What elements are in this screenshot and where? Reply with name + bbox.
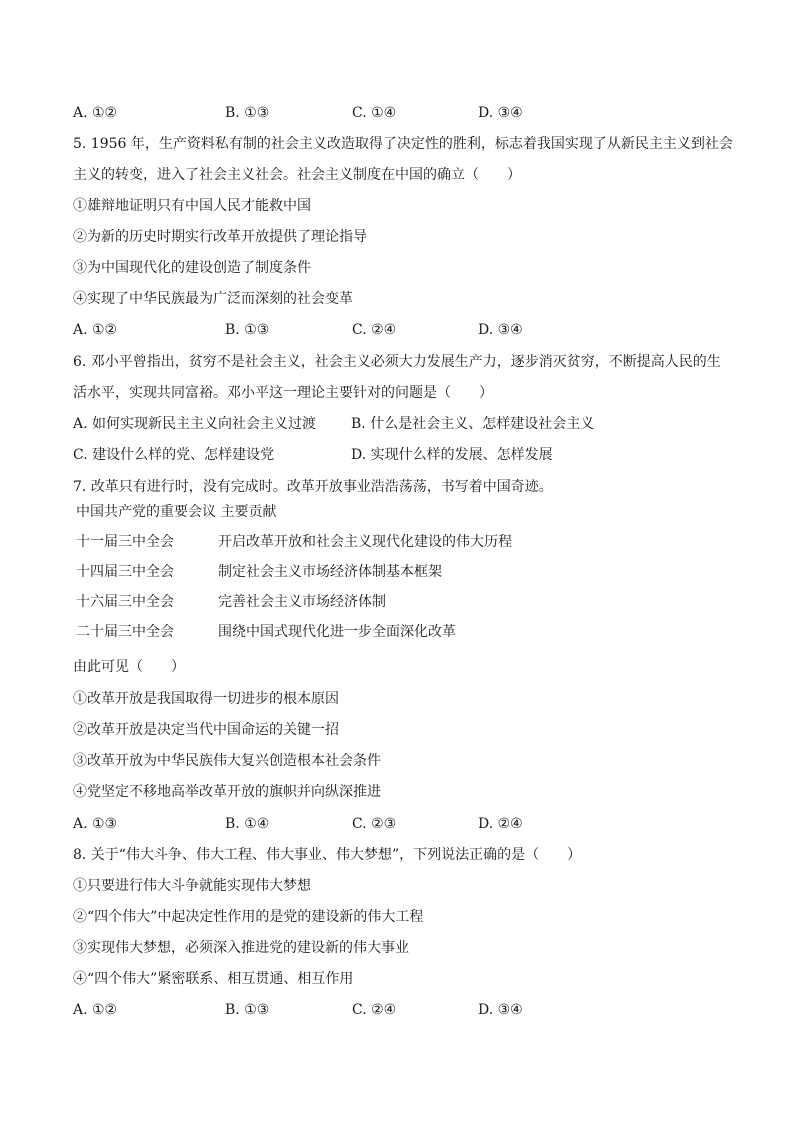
q6-option-a[interactable]: A. 如何实现新民主主义向社会主义过渡 xyxy=(73,416,317,432)
q7-prompt: 由此可见（ ） xyxy=(73,659,185,675)
q8-item-4: ④“四个伟大”紧密联系、相互贯通、相互作用 xyxy=(73,971,354,987)
meeting-contribution: 开启改革开放和社会主义现代化建设的伟大历程 xyxy=(218,534,512,550)
q5-option-a[interactable]: A. ①② xyxy=(73,322,118,338)
q5-options xyxy=(73,320,673,340)
q4-option-c[interactable]: C. ①④ xyxy=(352,105,397,121)
q7-table-row xyxy=(76,622,676,642)
meeting-name: 十四届三中全会 xyxy=(76,564,174,580)
q6-options-row1 xyxy=(73,414,673,434)
q6-option-b[interactable]: B. 什么是社会主义、怎样建设社会主义 xyxy=(351,416,595,432)
q6-stem-line2: 活水平，实现共同富裕。邓小平这一理论主要针对的问题是（ ） xyxy=(73,385,493,401)
q7-table-header: 中国共产党的重要会议 主要贡献 xyxy=(76,504,277,520)
q8-option-a[interactable]: A. ①② xyxy=(73,1002,118,1018)
q7-stem: 7. 改革只有进行时，没有完成时。改革开放事业浩浩荡荡，书写着中国奇迹。 xyxy=(73,479,553,495)
q7-item-2: ②改革开放是决定当代中国命运的关键一招 xyxy=(73,722,339,738)
q5-stem-line1: 5. 1956 年，生产资料私有制的社会主义改造取得了决定性的胜利，标志着我国实现了从新民主主义到社会 xyxy=(73,136,733,152)
q4-option-b[interactable]: B. ①③ xyxy=(225,105,270,121)
q6-options-row2 xyxy=(73,445,673,465)
q8-item-3: ③实现伟大梦想，必须深入推进党的建设新的伟大事业 xyxy=(73,940,409,956)
meeting-name: 十六届三中全会 xyxy=(76,594,174,610)
q7-table-row xyxy=(76,532,676,552)
q7-item-4: ④党坚定不移地高举改革开放的旗帜并向纵深推进 xyxy=(73,784,381,800)
q6-stem-line1: 6. 邓小平曾指出，贫穷不是社会主义，社会主义必须大力发展生产力，逐步消灭贫穷，不断提高人民的生 xyxy=(73,354,721,370)
q5-item-3: ③为中国现代化的建设创造了制度条件 xyxy=(73,260,311,276)
meeting-contribution: 围绕中国式现代化进一步全面深化改革 xyxy=(218,624,456,640)
q8-option-b[interactable]: B. ①③ xyxy=(225,1002,270,1018)
q7-item-1: ①改革开放是我国取得一切进步的根本原因 xyxy=(73,691,339,707)
q5-item-4: ④实现了中华民族最为广泛而深刻的社会变革 xyxy=(73,291,353,307)
q5-option-d[interactable]: D. ③④ xyxy=(478,322,523,338)
q7-table-row xyxy=(76,592,676,612)
meeting-contribution: 完善社会主义市场经济体制 xyxy=(218,594,386,610)
q7-item-3: ③改革开放为中华民族伟大复兴创造根本社会条件 xyxy=(73,753,381,769)
q7-options xyxy=(73,814,673,834)
meeting-contribution: 制定社会主义市场经济体制基本框架 xyxy=(218,564,442,580)
q7-option-c[interactable]: C. ②③ xyxy=(352,816,397,832)
q4-option-d[interactable]: D. ③④ xyxy=(478,105,523,121)
meeting-name: 十一届三中全会 xyxy=(76,534,174,550)
q8-option-d[interactable]: D. ③④ xyxy=(478,1002,523,1018)
q5-item-1: ①雄辩地证明只有中国人民才能救中国 xyxy=(73,198,311,214)
q8-item-1: ①只要进行伟大斗争就能实现伟大梦想 xyxy=(73,878,311,894)
q5-item-2: ②为新的历史时期实行改革开放提供了理论指导 xyxy=(73,229,367,245)
q6-option-d[interactable]: D. 实现什么样的发展、怎样发展 xyxy=(351,447,553,463)
q5-option-b[interactable]: B. ①③ xyxy=(225,322,270,338)
meeting-name: 二十届三中全会 xyxy=(76,624,174,640)
q7-option-d[interactable]: D. ②④ xyxy=(478,816,523,832)
q7-option-b[interactable]: B. ①④ xyxy=(225,816,270,832)
q8-options xyxy=(73,1000,673,1020)
q5-option-c[interactable]: C. ②④ xyxy=(352,322,397,338)
q8-stem: 8. 关于“伟大斗争、伟大工程、伟大事业、伟大梦想”，下列说法正确的是（ ） xyxy=(73,847,582,863)
q5-stem-line2: 主义的转变，进入了社会主义社会。社会主义制度在中国的确立（ ） xyxy=(73,167,521,183)
q8-option-c[interactable]: C. ②④ xyxy=(352,1002,397,1018)
q4-option-a[interactable]: A. ①② xyxy=(73,105,118,121)
q6-option-c[interactable]: C. 建设什么样的党、怎样建设党 xyxy=(73,447,275,463)
q7-table-row xyxy=(76,562,676,582)
q4-options xyxy=(73,103,673,123)
q7-option-a[interactable]: A. ①③ xyxy=(73,816,118,832)
q8-item-2: ②“四个伟大”中起决定性作用的是党的建设新的伟大工程 xyxy=(73,909,424,925)
